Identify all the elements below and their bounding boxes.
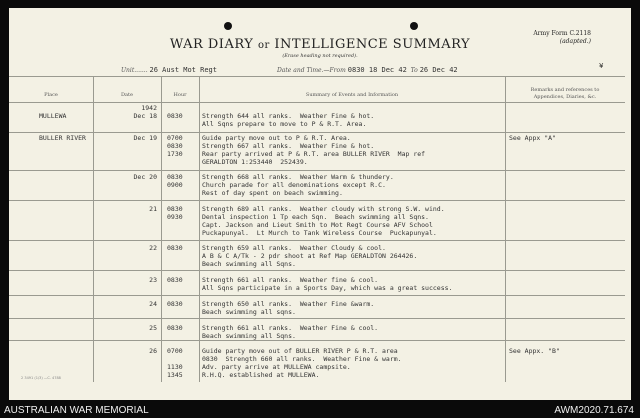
table-rule (9, 240, 625, 241)
entry-summary: Strength 661 all ranks. Weather Fine & cool. Beach swimming all Sqns. (202, 324, 379, 340)
unit-line: Unit....... 26 Aust Mot Regt (121, 66, 217, 74)
form-number-text: Army Form C.2118 (533, 30, 591, 37)
table-rule (9, 340, 625, 341)
date-to-value: 26 Dec 42 (419, 66, 458, 74)
header-summary: Summary of Events and Information (305, 92, 399, 98)
column-divider (161, 76, 162, 382)
entry-remarks: See Appx "A" (509, 134, 556, 142)
print-footnote: 2 3491 (1/3) —C. 4788 (21, 376, 61, 380)
entry-hour: 0830 (167, 300, 183, 308)
entry-date: 22 (149, 244, 157, 252)
table-rule (9, 295, 625, 296)
form-number-sub: (adapted.) (559, 38, 591, 45)
column-divider (505, 76, 506, 382)
entry-date: 25 (149, 324, 157, 332)
entry-date: Dec 20 (133, 173, 157, 181)
diary-table (9, 76, 631, 382)
entry-date: 24 (149, 300, 157, 308)
date-to-label: To (410, 67, 418, 74)
entry-place: MULLEWA (39, 112, 67, 120)
entry-hour: 0830 (167, 276, 183, 284)
entry-hour: 0830 (167, 244, 183, 252)
title-intelligence-summary: INTELLIGENCE SUMMARY (274, 37, 471, 52)
document-title (9, 37, 631, 52)
column-divider (199, 76, 200, 382)
entry-hour: 0700 0830 1730 (167, 134, 183, 158)
date-line (277, 66, 458, 74)
entry-date: 23 (149, 276, 157, 284)
table-rule (9, 102, 625, 103)
header-date: Date (121, 92, 133, 98)
entry-hour: 0830 0900 (167, 173, 183, 189)
pencil-mark: ¥ (599, 62, 604, 70)
entry-place: BULLER RIVER (39, 134, 86, 142)
unit-label: Unit (121, 67, 135, 74)
entry-date: 21 (149, 205, 157, 213)
entry-summary: Strength 659 all ranks. Weather Cloudy & cool. A B & C A/Tk - 2 pdr shoot at Ref Map GERALDTON 264426. Beach swimming all Sqns. (202, 244, 418, 268)
header-place: Place (44, 92, 58, 98)
entry-hour: 0700 1130 1345 (167, 347, 183, 379)
table-rule (9, 170, 625, 171)
header-remarks-2: Appendices, Diaries, &c. (533, 94, 597, 100)
unit-value: 26 Aust Mot Regt (149, 66, 217, 74)
entry-date: 1942 Dec 18 (133, 104, 157, 120)
entry-date: 26 (149, 347, 157, 355)
document-subtitle: (Erase heading not required). (282, 53, 358, 59)
header-hour: Hour (173, 92, 187, 98)
punch-hole (410, 22, 418, 30)
entry-summary: Strength 668 all ranks. Weather Warm & thundery. Church parade for all denominations except R.C. Rest of day spent on beach swimming. (202, 173, 394, 197)
entry-hour: 0830 (167, 112, 183, 120)
title-war-diary: WAR DIARY (169, 37, 254, 52)
entry-summary: Strength 689 all ranks. Weather cloudy with strong S.W. wind. Dental inspection 1 Tp each Sqn. Beach swimming all Sqns. Capt. Jackson and Lieut Smith to Mot Regt Course AFV School Puckapunyal. Lt Murch to Tank Wireless Course Puckapunyal. (202, 205, 445, 237)
date-from-label: Date and Time.—From (277, 67, 346, 74)
column-divider (93, 76, 94, 382)
table-rule (9, 200, 625, 201)
diary-sheet (9, 8, 631, 400)
entry-date: Dec 19 (133, 134, 157, 142)
archive-caption: AUSTRALIAN WAR MEMORIAL (4, 405, 149, 416)
entry-summary: Strength 661 all ranks. Weather fine & cool. All Sqns participate in a Sports Day, which was a great success. (202, 276, 453, 292)
table-rule (9, 318, 625, 319)
entry-hour: 0830 (167, 324, 183, 332)
archive-reference: AWM2020.71.674 (554, 405, 634, 416)
entry-summary: Guide party move out of BULLER RIVER P & R.T. area 0830 Strength 660 all ranks. Weather Fine & warm. Adv. party arrive at MULLEWA campsite. R.H.Q. established at MULLEWA. (202, 347, 402, 379)
table-rule (9, 270, 625, 271)
entry-summary: Strength 644 all ranks. Weather Fine & hot. All Sqns prepare to move to P & R.T. Area. (202, 112, 375, 128)
entry-hour: 0830 0930 (167, 205, 183, 221)
date-from-value: 0830 18 Dec 42 (347, 66, 407, 74)
entry-summary: Strength 650 all ranks. Weather Fine &warm. Beach swimming all sqns. (202, 300, 375, 316)
title-or: or (257, 40, 270, 51)
entry-remarks: See Appx. "B" (509, 347, 560, 355)
punch-hole (224, 22, 232, 30)
table-rule (9, 132, 625, 133)
table-rule (9, 76, 625, 77)
entry-summary: Guide party move out to P & R.T. Area. Strength 667 all ranks. Weather Fine & hot. Rear party arrived at P & R.T. area BULLER RIVER Map ref GERALDTON 1:253440 252439. (202, 134, 426, 166)
header-remarks: Remarks and references to (530, 87, 600, 93)
